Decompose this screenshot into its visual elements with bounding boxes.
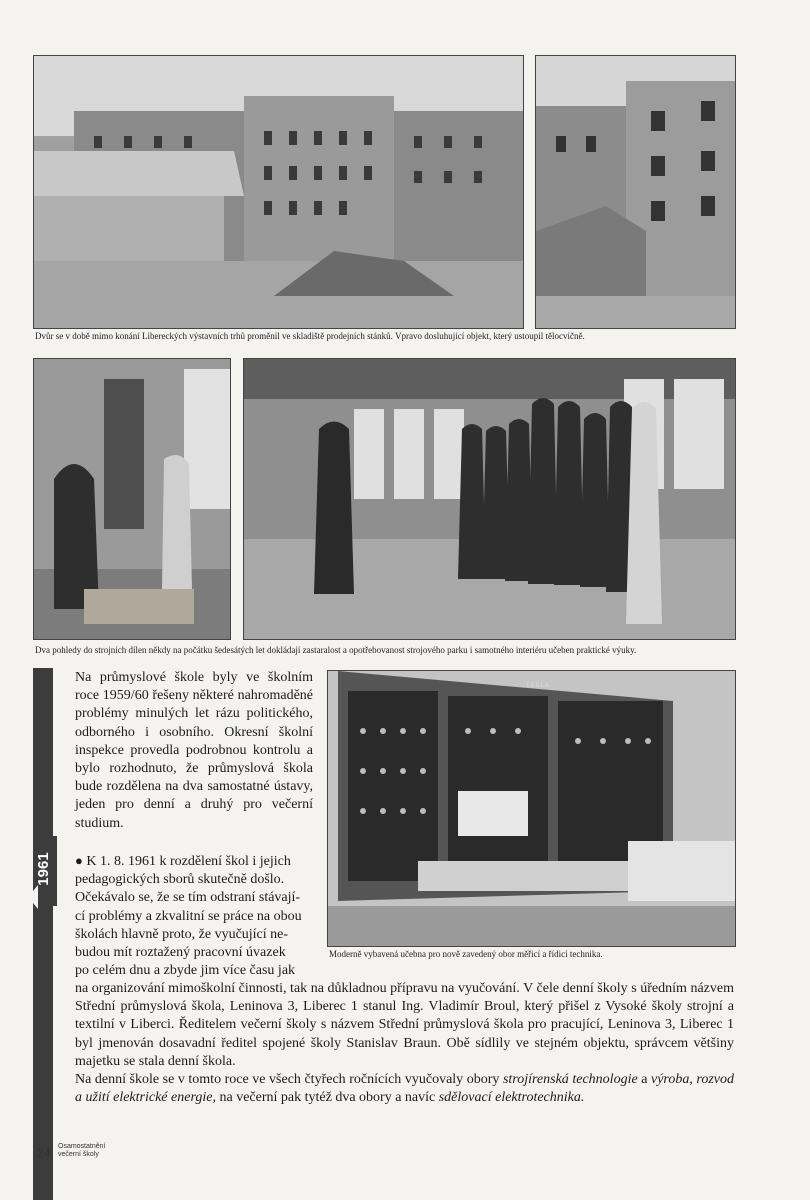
p2-line-5: budou mít roztažený pracovní úvazek xyxy=(75,945,286,961)
p2-line-1: pedagogických sborů skutečně došlo. xyxy=(75,872,285,888)
paragraph-1961-narrow xyxy=(75,852,320,980)
p2-line-6: po celém dnu a zbyde jim více času jak xyxy=(75,963,296,979)
paragraph-school-split xyxy=(75,669,313,833)
workshop-students-photo xyxy=(243,358,736,640)
paragraph-3 xyxy=(75,1071,734,1107)
page-number: 24 xyxy=(37,1146,51,1160)
gymnasium-building-photo xyxy=(535,55,736,329)
footer-section-label: Osamostatnění večerní školy xyxy=(58,1143,106,1158)
courtyard-photo xyxy=(33,55,524,329)
paragraph-1961-full xyxy=(75,980,734,1107)
bullet-marker: ● xyxy=(75,853,83,868)
workshop-drill-photo xyxy=(33,358,231,640)
top-photos-caption: Dvůr se v době mimo konání Libereckých výstavních trhů proměnil ve skladiště prodejních stánků. Vpravo dosluhující objekt, který ustoupil tělocvičně. xyxy=(35,331,585,341)
year-tab-label: 1961 xyxy=(35,852,52,886)
p2-line-4: školách hlavně proto, že vyučující ne- xyxy=(75,926,289,942)
paragraph-1-text: Na průmyslové škole byly ve školním roce 1959/60 řešeny některé nahromaděné problémy minulých let rázu politického, odborného i osobního. Okresní školní inspekce provedla podrobnou kontrolu a bylo rozhodnuto, že průmyslová škola bude rozdělena na dva samostatné ústavy, jeden pro denní a druhý pro večerní studium. xyxy=(75,670,313,831)
lab-photo-caption: Moderně vybavená učebna pro nově zavedený obor měřicí a řídicí technika. xyxy=(329,949,603,959)
p3-text-and: a xyxy=(637,1072,651,1088)
field-mechanical-technology: strojírenská technologie xyxy=(502,1072,638,1088)
field-electrical-energy: výroba, rozvod a užití elektrické energie, xyxy=(75,1072,735,1106)
chapter-sidebar-bar xyxy=(33,668,53,1200)
p3-text-before: Na denní škole se v tomto roce ve všech čtyřech ročnících vyučovaly obory xyxy=(75,1072,503,1088)
paragraph-2-rest: na organizování mimoškolní činnosti, tak na důkladnou přípravu na vyučování. V čele denní školy s úředním názvem Střední průmyslová škola, Leninova 3, Liberec 1 stanul Ing. Vladimír Broul, který přišel z Vysoké školy strojní a textilní v Liberci. Ředitelem večerní školy s názvem Střední průmyslová škola pro pracující, Leninova 3, Liberec 1 byl jmenován dosavadní ředitel spojené školy Stanislav Braun. Obě sídlily ve stejném objektu, správcem většiny majetku se stala denní škola. xyxy=(75,981,734,1069)
p3-text-evening: na večerní pak tytéž dva obory a navíc xyxy=(215,1090,439,1106)
middle-photos-caption: Dva pohledy do strojních dílen někdy na počátku šedesátých let dokládají zastaralost a opotřebovanost strojového parku i samotného interiéru učeben praktické výuky. xyxy=(35,645,637,655)
p2-line-0: K 1. 8. 1961 k rozdělení škol i jejich xyxy=(86,854,291,869)
field-telecommunication: sdělovací elektrotechnika. xyxy=(438,1090,585,1106)
p2-line-3: cí problémy a zkvalitní se práce na obou xyxy=(75,908,302,924)
p2-line-2: Očekávalo se, že se tím odstraní stávají- xyxy=(75,890,301,906)
tesla-panel-label: TESLA xyxy=(526,683,551,689)
lab-control-panel-photo xyxy=(327,670,736,947)
